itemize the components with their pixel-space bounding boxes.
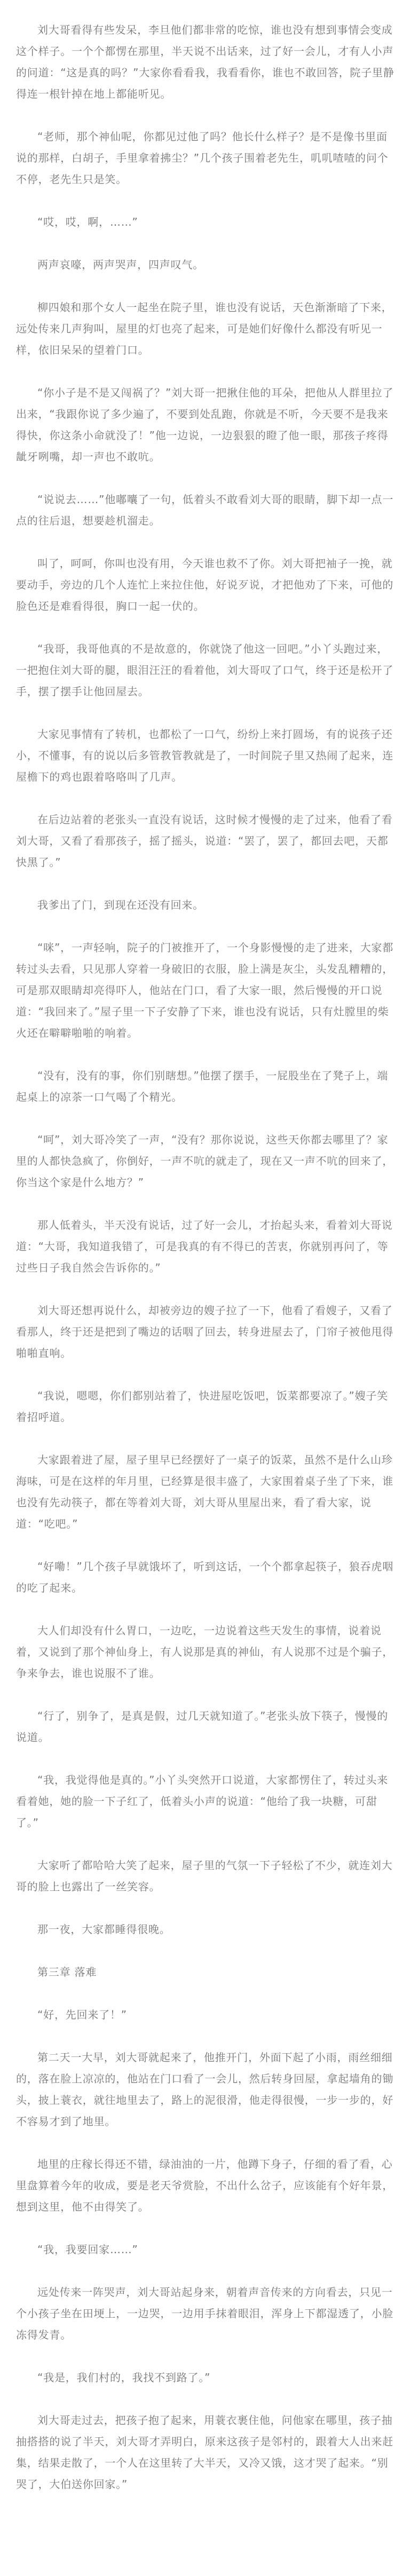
paragraph: 叫了，呵呵，你叫也没有用，今天谁也救不了你。刘大哥把袖子一挽，就要动手，旁边的几个人连忙上来拉住他，好说歹说，才把他劝了下来，可他的脸色还是难看得很，胸口一起一伏的。 (16, 557, 394, 613)
paragraph: “我哥，我哥他真的不是故意的，你就饶了他这一回吧。”小丫头跑过来，一把抱住刘大哥的腿，眼泪汪汪的看着他，刘大哥叹了口气，终于还是松开了手，摆了摆手让他回屋去。 (16, 642, 394, 698)
paragraph: 我爹出了门，到现在还没有回来。 (37, 899, 204, 911)
paragraph: “哎，哎，啊，……” (37, 216, 138, 228)
paragraph: 刘大哥走过去，把孩子抱了起来，用蓑衣裹住他，问他家在哪里，孩子抽抽搭搭的说了半天，刘大哥才弄明白，原来这孩子是邻村的，跟着大人出来赶集，结果走散了，一个人在这里转了大半天，又冷又饿，这才哭了起来。“别哭了，大伯送你回家。” (16, 2414, 394, 2491)
chapter-heading: 第三章 落难 (37, 1966, 97, 1978)
paragraph: 第二天一大早，刘大哥就起来了，他推开门，外面下起了小雨，雨丝细细的，落在脸上凉凉的，他站在门口看了一会儿，然后转身回屋，拿起墙角的锄头，披上蓑衣，就往地里去了，路上的泥很滑，他走得很慢，一步一步的，好不容易才到了地里。 (16, 2051, 394, 2128)
paragraph: 大人们却没有什么胃口，一边吃，一边说着这些天发生的事情，说着说着，又说到了那个神仙身上，有人说那是真的神仙，有人说那不过是个骗子，争来争去，谁也说服不了谁。 (16, 1624, 394, 1680)
paragraph: 两声哀嚎，两声哭声，四声叹气。 (37, 258, 204, 271)
paragraph: “说说去……”他嘟囔了一句，低着头不敢看刘大哥的眼睛，脚下却一点一点的往后退，想要趁机溜走。 (16, 493, 394, 527)
paragraph: 刘大哥看得有些发呆，李旦他们都非常的吃惊，谁也没有想到事情会变成这个样子。一个个都愣在那里，半天说不出话来，过了好一会儿，才有人小声的问道：“这是真的吗？”大家你看看我，我看看你，谁也不敢回答，院子里静得连一根针掉在地上都能听见。 (16, 23, 394, 100)
paragraph: 远处传来一阵哭声，刘大哥站起身来，朝着声音传来的方向看去，只见一个小孩子坐在田埂上，一边哭，一边用手抹着眼泪，浑身上下都湿透了，小脸冻得发青。 (16, 2286, 394, 2341)
paragraph: “好嘞！”几个孩子早就饿坏了，听到这话，一个个都拿起筷子，狼吞虎咽的吃了起来。 (16, 1560, 394, 1594)
paragraph: “我，我觉得他是真的。”小丫头突然开口说道，大家都愣住了，转过头来看着她，她的脸一下子红了，低着头小声的说道：“他给了我一块糖，可甜了。” (16, 1774, 389, 1829)
paragraph: 刘大哥还想再说什么，却被旁边的嫂子拉了一下，他看了看嫂子，又看了看那人，终于还是把到了嘴边的话咽了回去，转身进屋去了，门帘子被他甩得啪啪直响。 (16, 1304, 394, 1359)
paragraph: 柳四娘和那个女人一起坐在院子里，谁也没有说话，天色渐渐暗了下来，远处传来几声狗叫，屋里的灯也亮了起来，可是她们好像什么都没有听见一样，依旧呆呆的望着门口。 (16, 301, 393, 356)
paragraph: 大家见事情有了转机，也都松了一口气，纷纷上来打圆场，有的说孩子还小，不懂事，有的说以后多管教管教就是了，一时间院子里又热闹了起来，连屋檐下的鸡也跟着咯咯叫了几声。 (16, 728, 394, 783)
paragraph: “老师，那个神仙呢，你都见过他了吗？他长什么样子？是不是像书里面说的那样，白胡子，手里拿着拂尘？”几个孩子围着老先生，叽叽喳喳的问个不停，老先生只是笑。 (16, 130, 389, 186)
paragraph: 那一夜，大家都睡得很晚。 (37, 1923, 171, 1936)
paragraph: 大家跟着进了屋，屋子里早已经摆好了一桌子的饭菜，虽然不是什么山珍海味，可是在这样的年月里，已经算是很丰盛了，大家围着桌子坐了下来，谁也没有先动筷子，都在等着刘大哥，刘大哥从里屋出来，看了看大家，说道：“吃吧。” (16, 1453, 394, 1530)
paragraph: “我是，我们村的，我找不到路了。” (37, 2371, 211, 2384)
paragraph: 在后边站着的老张头一直没有说话，这时候才慢慢的走了过来，他看了看刘大哥，又看了看那孩子，摇了摇头，说道：“罢了，罢了，都回去吧，天都快黑了。” (16, 813, 393, 869)
paragraph: “呵”，刘大哥冷笑了一声，“没有？那你说说，这些天你都去哪里了？家里的人都快急疯了，你倒好，一声不吭的就走了，现在又一声不吭的回来了，你当这个家是什么地方？” (16, 1133, 394, 1189)
paragraph: 大家听了都哈哈大笑了起来，屋子里的气氛一下子轻松了不少，就连刘大哥的脸上也露出了一丝笑容。 (16, 1859, 393, 1893)
paragraph: “行了，别争了，是真是假，过几天就知道了。”老张头放下筷子，慢慢的说道。 (16, 1710, 389, 1744)
paragraph: 地里的庄稼长得还不错，绿油油的一片，他蹲下身子，仔细的看了看，心里盘算着今年的收成，要是老天爷赏脸，不出什么岔子，应该能有个好年景，想到这里，他不由得笑了。 (16, 2158, 394, 2213)
paragraph: “好，先回来了！” (37, 2008, 127, 2021)
paragraph: “咪”，一声轻响，院子的门被推开了，一个身影慢慢的走了进来，大家都转过头去看，只见那人穿着一身破旧的衣服，脸上满是灰尘，头发乱糟糟的，可是那双眼睛却亮得吓人，他站在门口，看了大家一眼，然后慢慢的开口说道：“我回来了。”屋子里一下子安静了下来，谁也没有说话，只有灶膛里的柴火还在噼噼啪啪的响着。 (16, 941, 394, 1039)
paragraph: “没有，没有的事，你们别瞎想。”他摆了摆手，一屁股坐在了凳子上，端起桌上的凉茶一口气喝了个精光。 (16, 1069, 389, 1103)
paragraph: 那人低着头，半天没有说话，过了好一会儿，才抬起头来，看着刘大哥说道：“大哥，我知道我错了，可是我真的有不得已的苦衷，你就别再问了，等过些日子我自然会告诉你的。” (16, 1219, 393, 1274)
paragraph: “我，我要回家……” (37, 2243, 138, 2256)
paragraph: “你小子是不是又闯祸了？”刘大哥一把揪住他的耳朵，把他从人群里拉了出来，“我跟你说了多少遍了，不要到处乱跑，你就是不听，今天要不是我来得快，你这条小命就没了！”他一边说，一边狠狠的瞪了他一眼，那孩子疼得龇牙咧嘴，却一声也不敢吭。 (16, 386, 394, 463)
paragraph: “我说，嗯嗯，你们都别站着了，快进屋吃饭吧，饭菜都要凉了。”嫂子笑着招呼道。 (16, 1389, 389, 1424)
chapter-text (16, 19, 395, 2495)
